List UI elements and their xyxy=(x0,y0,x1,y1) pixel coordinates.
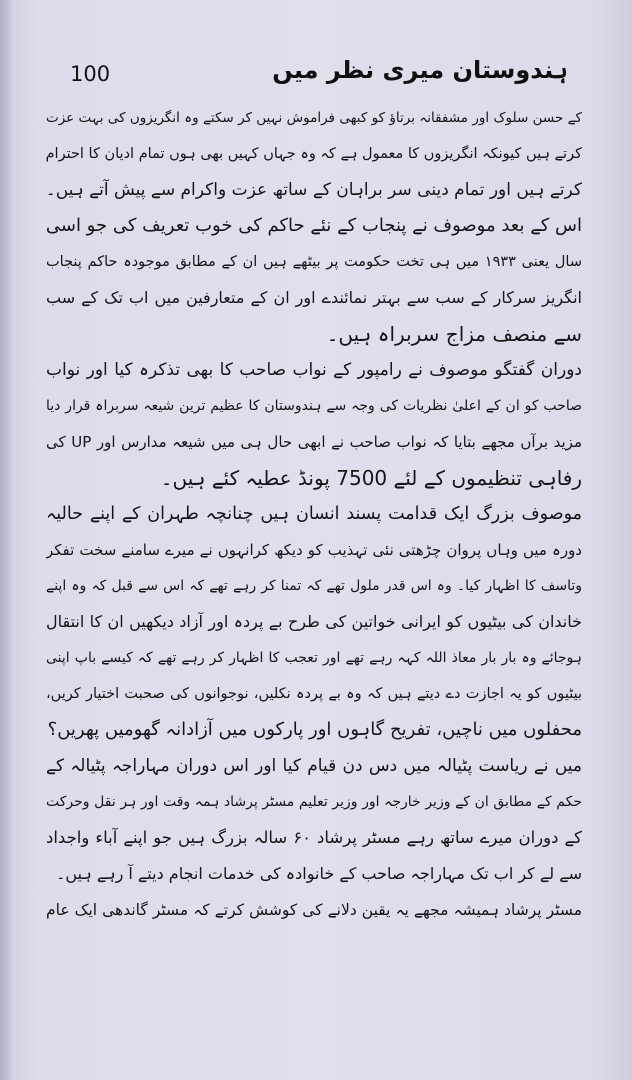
text-line: موصوف بزرگ ایک قدامت پسند انسان ہیں چنانچہ طہران کے اپنے حالیہ xyxy=(46,504,582,524)
page-header xyxy=(60,56,568,96)
text-line: کے دوران میرے ساتھ رہے مسٹر پرشاد ۶۰ سالہ بزرگ ہیں جو اپنے آباء واجداد xyxy=(46,828,582,847)
text-line: دورہ میں وہاں پروان چڑھتی نئی تہذیب کو دیکھ کرانہوں نے میرے سامنے سخت تفکر xyxy=(46,541,582,559)
text-line: حکم کے مطابق ان کے وزیر خارجہ اور وزیر تعلیم مسٹر پرشاد ہمہ وقت اور ہر نقل وحرکت xyxy=(46,794,582,810)
text-line: سال یعنی ۱۹۳۳ میں ہی تخت حکومت پر بیٹھے ہیں ان کے مطابق موجودہ حاکم پنجاب xyxy=(46,254,582,270)
text-line: صاحب کو ان کے اعلیٰ نظریات کی وجہ سے ہندوستان کا عظیم ترین شیعہ سربراہ قرار دیا xyxy=(46,398,582,414)
text-line: دوران گفتگو موصوف نے رامپور کے نواب صاحب کا بھی تذکرہ کیا اور نواب xyxy=(46,360,582,380)
text-line: وتاسف کا اظہار کیا۔ وہ اس قدر ملول تھے کہ تمنا کر رہے تھے کہ اس سے قبل کہ وہ اپنے xyxy=(46,578,582,594)
text-line: محفلوں میں ناچیں، تفریح گاہوں اور پارکوں میں آزادانہ گھومیں پھریں؟ xyxy=(47,719,582,740)
text-line: رفاہی تنظیموں کے لئے 7500 پونڈ عطیہ کئے ہیں۔ xyxy=(160,466,582,490)
text-line: اس کے بعد موصوف نے پنجاب کے نئے حاکم کی خوب تعریف کی جو اسی xyxy=(46,215,582,236)
text-line: سے منصف مزاج سربراہ ہیں۔ xyxy=(326,322,582,346)
text-line: کے حسن سلوک اور مشفقانہ برتاؤ کو کبھی فراموش نہیں کر سکتے وہ انگریزوں کی بہت عزت xyxy=(46,110,582,126)
text-line: بیٹیوں کو یہ اجازت دے دیتے ہیں کہ وہ بے پردہ نکلیں، نوجوانوں کی صحبت اختیار کریں، xyxy=(46,686,582,702)
text-line: انگریز سرکار کے سب سے بہتر نمائندے اور ان کے متعارفین میں اب تک کے سب xyxy=(46,288,582,307)
spine-shadow xyxy=(0,0,14,1080)
text-line: خاندان کی بیٹیوں کو ایرانی خواتین کی طرح بے پردہ اور آزاد دیکھیں ان کا انتقال xyxy=(46,612,582,631)
text-line: کرتے ہیں کیونکہ انگریزوں کا معمول ہے کہ وہ جہاں کہیں بھی ہوں تمام ادیان کا احترام xyxy=(46,146,582,162)
text-line: کرتے ہیں اور تمام دینی سر براہان کے ساتھ عزت واکرام سے پیش آتے ہیں۔ xyxy=(46,180,582,200)
text-line: میں نے ریاست پٹیالہ میں دس دن قیام کیا اور اس دوران مہاراجہ پٹیالہ کے xyxy=(46,756,582,776)
text-line: سے لے کر اب تک مہاراجہ صاحب کے خانوادہ کی خدمات انجام دیتے آ رہے ہیں۔ xyxy=(55,864,582,883)
text-line: ہوجائے وہ بار بار معاذ اللہ کہہ رہے تھے اور تعجب کا اظہار کر رہے تھے کہ کیسے باپ اپنی xyxy=(46,650,582,666)
page-number: 100 xyxy=(70,62,111,86)
text-line: مزید برآں مجھے بتایا کہ نواب صاحب نے ابھی حال ہی میں شیعہ مدارس اور UP کی xyxy=(46,433,582,451)
text-line: مسٹر پرشاد ہمیشہ مجھے یہ یقین دلانے کی کوشش کرتے کہ مسٹر گاندھی ایک عام xyxy=(46,901,582,919)
running-title: ہندوستان میری نظر میں xyxy=(272,56,568,84)
body-text xyxy=(46,100,582,928)
